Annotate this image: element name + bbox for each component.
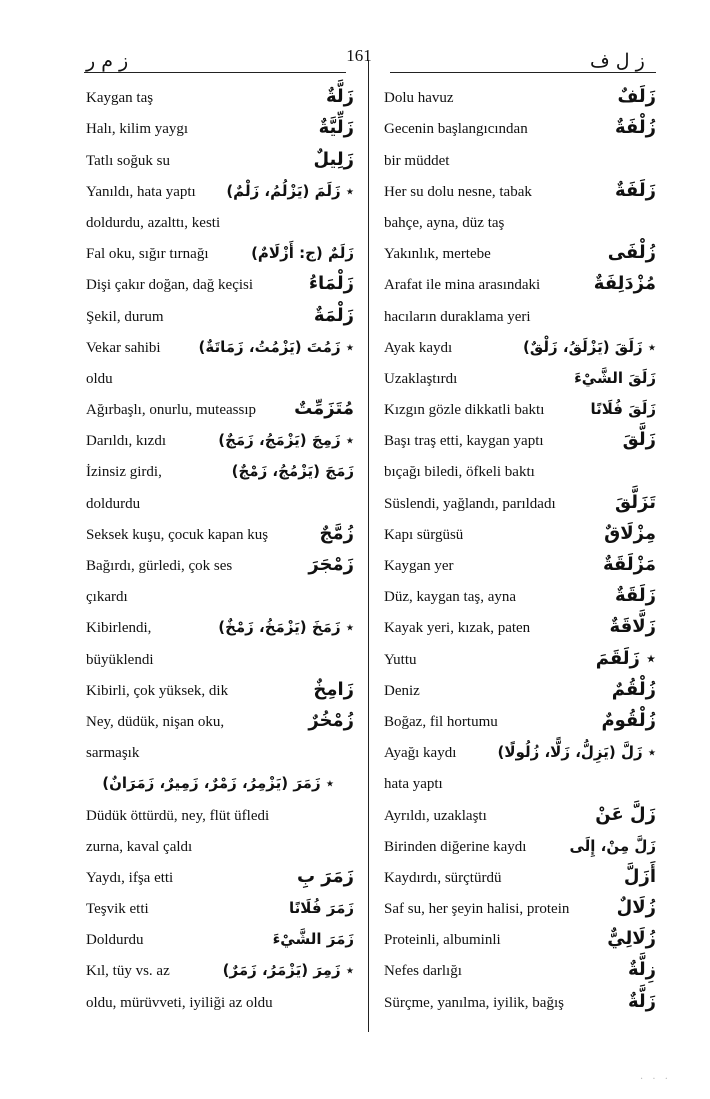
dictionary-entry (86, 113, 354, 144)
arabic-headword: زَلَّ مِنْ، إِلَى (569, 836, 656, 855)
turkish-definition: çıkardı (86, 589, 128, 606)
dictionary-entry (384, 768, 656, 799)
turkish-definition: Halı, kilim yaygı (86, 121, 189, 138)
dictionary-entry (86, 269, 354, 300)
arabic-headword: زَمَرَ فُلَانًا (289, 899, 354, 918)
dictionary-entry (384, 675, 656, 706)
dictionary-entry (86, 986, 354, 1017)
arabic-headword: زَلَقَةٌ (615, 585, 656, 607)
arabic-headword: زُلَالِيٌّ (607, 928, 656, 950)
turkish-definition: Ayak kaydı (384, 339, 453, 356)
arabic-headword: ٭ زَلَقَمَ (595, 647, 656, 669)
arabic-headword: زَمْجَرَ (308, 554, 354, 575)
turkish-definition: hacıların duraklama yeri (384, 308, 531, 325)
turkish-definition: Ayağı kaydı (384, 745, 457, 762)
arabic-headword: زَمَرَ الشَّيْءَ (272, 930, 354, 949)
arabic-headword: أَزَلَّ (623, 865, 656, 887)
dictionary-entry (86, 300, 354, 331)
arabic-headword: زُلْقُومٌ (601, 709, 656, 731)
turkish-definition: Ağırbaşlı, onurlu, muteassıp (86, 402, 256, 419)
turkish-definition: Kapı sürgüsü (384, 526, 464, 543)
turkish-definition: Deniz (384, 682, 420, 699)
turkish-definition: Fal oku, sığır tırnağı (86, 246, 209, 263)
turkish-definition: bıçağı biledi, öfkeli baktı (384, 464, 535, 481)
turkish-definition: doldurdu, azalttı, kesti (86, 214, 221, 231)
turkish-definition: Boğaz, fil hortumu (384, 713, 498, 730)
arabic-headword: ٭ زَمَرَ (يَزْمِرُ، زَمْرٌ، زَمِيرٌ، زَمَرَانٌ) (102, 774, 334, 793)
dictionary-entry (86, 487, 354, 518)
dictionary-entry (86, 363, 354, 394)
arabic-headword: زَامِخٌ (313, 678, 354, 700)
dictionary-entry (384, 487, 656, 518)
turkish-definition: Gecenin başlangıcından (384, 121, 528, 138)
turkish-definition: oldu (86, 370, 113, 387)
dictionary-entry (86, 768, 354, 799)
dictionary-entry (384, 144, 656, 175)
arabic-headword: ٭ زَمِجَ (يَزْمَجُ، زَمَجٌ) (218, 431, 354, 450)
turkish-definition: zurna, kaval çaldı (86, 838, 193, 855)
turkish-definition: Ney, düdük, nişan oku, (86, 713, 225, 730)
arabic-headword: زَلَّةٌ (325, 86, 354, 108)
turkish-definition: Kaygan taş (86, 90, 154, 107)
turkish-definition: Teşvik etti (86, 901, 149, 918)
turkish-definition: Kaydırdı, sürçtürdü (384, 869, 502, 886)
arabic-headword: زَلَّةٌ (627, 990, 656, 1012)
turkish-definition: Düz, kaygan taş, ayna (384, 589, 517, 606)
arabic-headword: تَزَلَّقَ (615, 491, 656, 513)
arabic-headword: زُلْفَةٌ (615, 117, 656, 139)
turkish-definition: Yakınlık, mertebe (384, 246, 491, 263)
running-head-right: ز ل ف (590, 50, 645, 72)
arabic-headword: مُتَزَمِّتٌ (294, 398, 354, 420)
arabic-headword: زَلِيلٌ (313, 148, 354, 170)
arabic-headword: زَلَّاقَةٌ (609, 616, 656, 638)
dictionary-entry (86, 706, 354, 737)
dictionary-entry (86, 519, 354, 550)
arabic-headword: زُلْقُمٌ (611, 678, 656, 700)
dictionary-entry (384, 332, 656, 363)
turkish-definition: Kibirlendi, (86, 620, 152, 637)
arabic-headword: زَلْمَةٌ (313, 304, 354, 326)
dictionary-entry (384, 737, 656, 768)
dictionary-entry (384, 612, 656, 643)
turkish-definition: Tatlı soğuk su (86, 152, 170, 169)
turkish-definition: Şekil, durum (86, 308, 164, 325)
arabic-headword: زَمَرَ بِ (296, 865, 354, 887)
left-column (86, 82, 354, 1018)
turkish-definition: Nefes darlığı (384, 963, 462, 980)
dictionary-entry (86, 924, 354, 955)
turkish-definition: İzinsiz girdi, (86, 464, 162, 481)
dictionary-entry (86, 238, 354, 269)
arabic-headword: زَلَّقَ (622, 429, 656, 451)
arabic-headword: زَلَفٌ (617, 86, 656, 108)
header-rule-left (84, 72, 346, 73)
dictionary-entry (384, 955, 656, 986)
turkish-definition: Doldurdu (86, 932, 144, 949)
dictionary-entry (384, 706, 656, 737)
dictionary-entry (86, 394, 354, 425)
turkish-definition: Saf su, her şeyin halisi, protein (384, 901, 570, 918)
arabic-headword: زَلَقَ الشَّيْءَ (574, 368, 656, 387)
page-number: 161 (346, 46, 372, 65)
dictionary-entry (86, 581, 354, 612)
turkish-definition: Bağırdı, gürledi, çok ses (86, 558, 233, 574)
turkish-definition: sarmaşık (86, 745, 140, 762)
arabic-headword: مِزْلَاقٌ (604, 522, 656, 544)
dictionary-entry (86, 144, 354, 175)
dictionary-entry (384, 862, 656, 893)
arabic-headword: زُلْفَى (607, 242, 656, 264)
right-column (384, 82, 656, 1018)
dictionary-entry (86, 176, 354, 207)
dictionary-entry (86, 737, 354, 768)
arabic-headword: زُمْخُرٌ (308, 709, 354, 731)
running-head-left: ز م ر (86, 50, 129, 72)
turkish-definition: Vekar sahibi (86, 339, 161, 356)
dictionary-entry (384, 893, 656, 924)
turkish-definition: hata yaptı (384, 776, 443, 793)
arabic-headword: زَلَفَةٌ (615, 179, 656, 201)
dictionary-entry (384, 82, 656, 113)
turkish-definition: Darıldı, kızdı (86, 433, 166, 450)
dictionary-entry (86, 82, 354, 113)
turkish-definition: doldurdu (86, 495, 141, 512)
arabic-headword: ٭ زَلَّ (يَزِلُّ، زَلًّا، زُلُولًا) (497, 743, 656, 762)
dictionary-entry (384, 300, 656, 331)
turkish-definition: Kibirli, çok yüksek, dik (86, 682, 229, 699)
dictionary-entry (384, 456, 656, 487)
turkish-definition: Proteinli, albuminli (384, 932, 501, 949)
turkish-definition: Uzaklaştırdı (384, 370, 458, 387)
dictionary-entry (384, 643, 656, 674)
turkish-definition: Kaygan yer (384, 558, 454, 574)
dictionary-entry (384, 986, 656, 1017)
dictionary-entry (384, 924, 656, 955)
turkish-definition: Dolu havuz (384, 90, 454, 107)
arabic-headword: ٭ زَمَخَ (يَزْمَخُ، زَمْخٌ) (218, 618, 354, 637)
dictionary-entry (384, 425, 656, 456)
turkish-definition: Başı traş etti, kaygan yaptı (384, 433, 544, 450)
column-divider (368, 60, 369, 1032)
arabic-headword: زَلَمٌ (ج: أَزْلَامٌ) (251, 244, 354, 263)
turkish-definition: Sürçme, yanılma, iyilik, bağış (384, 994, 564, 1011)
scan-speckle: · · · (640, 1074, 671, 1085)
arabic-headword: ٭ زَمُتَ (يَزْمُتُ، زَمَاتَةٌ) (198, 337, 354, 356)
dictionary-entry (86, 799, 354, 830)
turkish-definition: oldu, mürüvveti, iyiliği az oldu (86, 994, 273, 1011)
dictionary-entry (86, 456, 354, 487)
dictionary-entry (384, 176, 656, 207)
turkish-definition: Her su dolu nesne, tabak (384, 183, 532, 200)
dictionary-entry (86, 862, 354, 893)
arabic-headword: زِلَّةٌ (627, 959, 656, 981)
dictionary-entry (86, 550, 354, 581)
dictionary-entry (86, 893, 354, 924)
turkish-definition: Süslendi, yağlandı, parıldadı (384, 495, 556, 512)
dictionary-entry (384, 394, 656, 425)
turkish-definition: Yanıldı, hata yaptı (86, 183, 196, 200)
turkish-definition: Düdük öttürdü, ney, flüt üfledi (86, 807, 270, 824)
arabic-headword: زَلَّ عَنْ (595, 803, 656, 825)
turkish-definition: Seksek kuşu, çocuk kapan kuş (86, 526, 269, 543)
dictionary-entry (384, 519, 656, 550)
turkish-definition: Yaydı, ifşa etti (86, 869, 174, 886)
dictionary-entry (384, 269, 656, 300)
dictionary-entry (86, 207, 354, 238)
turkish-definition: bir müddet (384, 152, 450, 169)
arabic-headword: زُمَّجٌ (319, 522, 354, 544)
dictionary-entry (384, 581, 656, 612)
dictionary-entry (86, 643, 354, 674)
turkish-definition: bahçe, ayna, düz taş (384, 214, 505, 231)
turkish-definition: Kızgın gözle dikkatli baktı (384, 402, 545, 419)
arabic-headword: مُزْدَلِفَةٌ (593, 273, 656, 295)
arabic-headword: زُلَالٌ (616, 897, 656, 919)
dictionary-entry (384, 113, 656, 144)
turkish-definition: Kıl, tüy vs. az (86, 963, 170, 980)
turkish-definition: Kayak yeri, kızak, paten (384, 620, 531, 637)
dictionary-entry (384, 238, 656, 269)
dictionary-entry (86, 831, 354, 862)
arabic-headword: ٭ زَمِرَ (يَزْمَرُ، زَمَرٌ) (222, 961, 354, 980)
dictionary-entry (384, 831, 656, 862)
arabic-headword: زَلِّيَّةٌ (318, 117, 354, 139)
arabic-headword: زَلَقَ فُلَانًا (590, 400, 656, 419)
dictionary-entry (384, 363, 656, 394)
dictionary-entry (86, 675, 354, 706)
dictionary-entry (384, 207, 656, 238)
dictionary-entry (86, 425, 354, 456)
turkish-definition: büyüklendi (86, 651, 154, 668)
turkish-definition: Yuttu (384, 651, 417, 668)
turkish-definition: Ayrıldı, uzaklaştı (384, 807, 487, 824)
arabic-headword: مَزْلَقَةٌ (603, 554, 656, 575)
arabic-headword: زَلْمَاءُ (308, 273, 354, 295)
arabic-headword: ٭ زَلَقَ (يَزْلَقُ، زَلْقٌ) (523, 337, 656, 356)
turkish-definition: Birinden diğerine kaydı (384, 838, 527, 855)
dictionary-entry (86, 332, 354, 363)
dictionary-entry (384, 799, 656, 830)
dictionary-entry (86, 612, 354, 643)
arabic-headword: زَمَجَ (يَزْمُجُ، زَمْجٌ) (231, 462, 354, 481)
turkish-definition: Dişi çakır doğan, dağ keçisi (86, 277, 254, 294)
header-rule-right (390, 72, 656, 73)
dictionary-entry (86, 955, 354, 986)
turkish-definition: Arafat ile mina arasındaki (384, 277, 541, 294)
dictionary-entry (384, 550, 656, 581)
arabic-headword: ٭ زَلَمَ (يَزْلُمُ، زَلْمٌ) (226, 181, 354, 200)
